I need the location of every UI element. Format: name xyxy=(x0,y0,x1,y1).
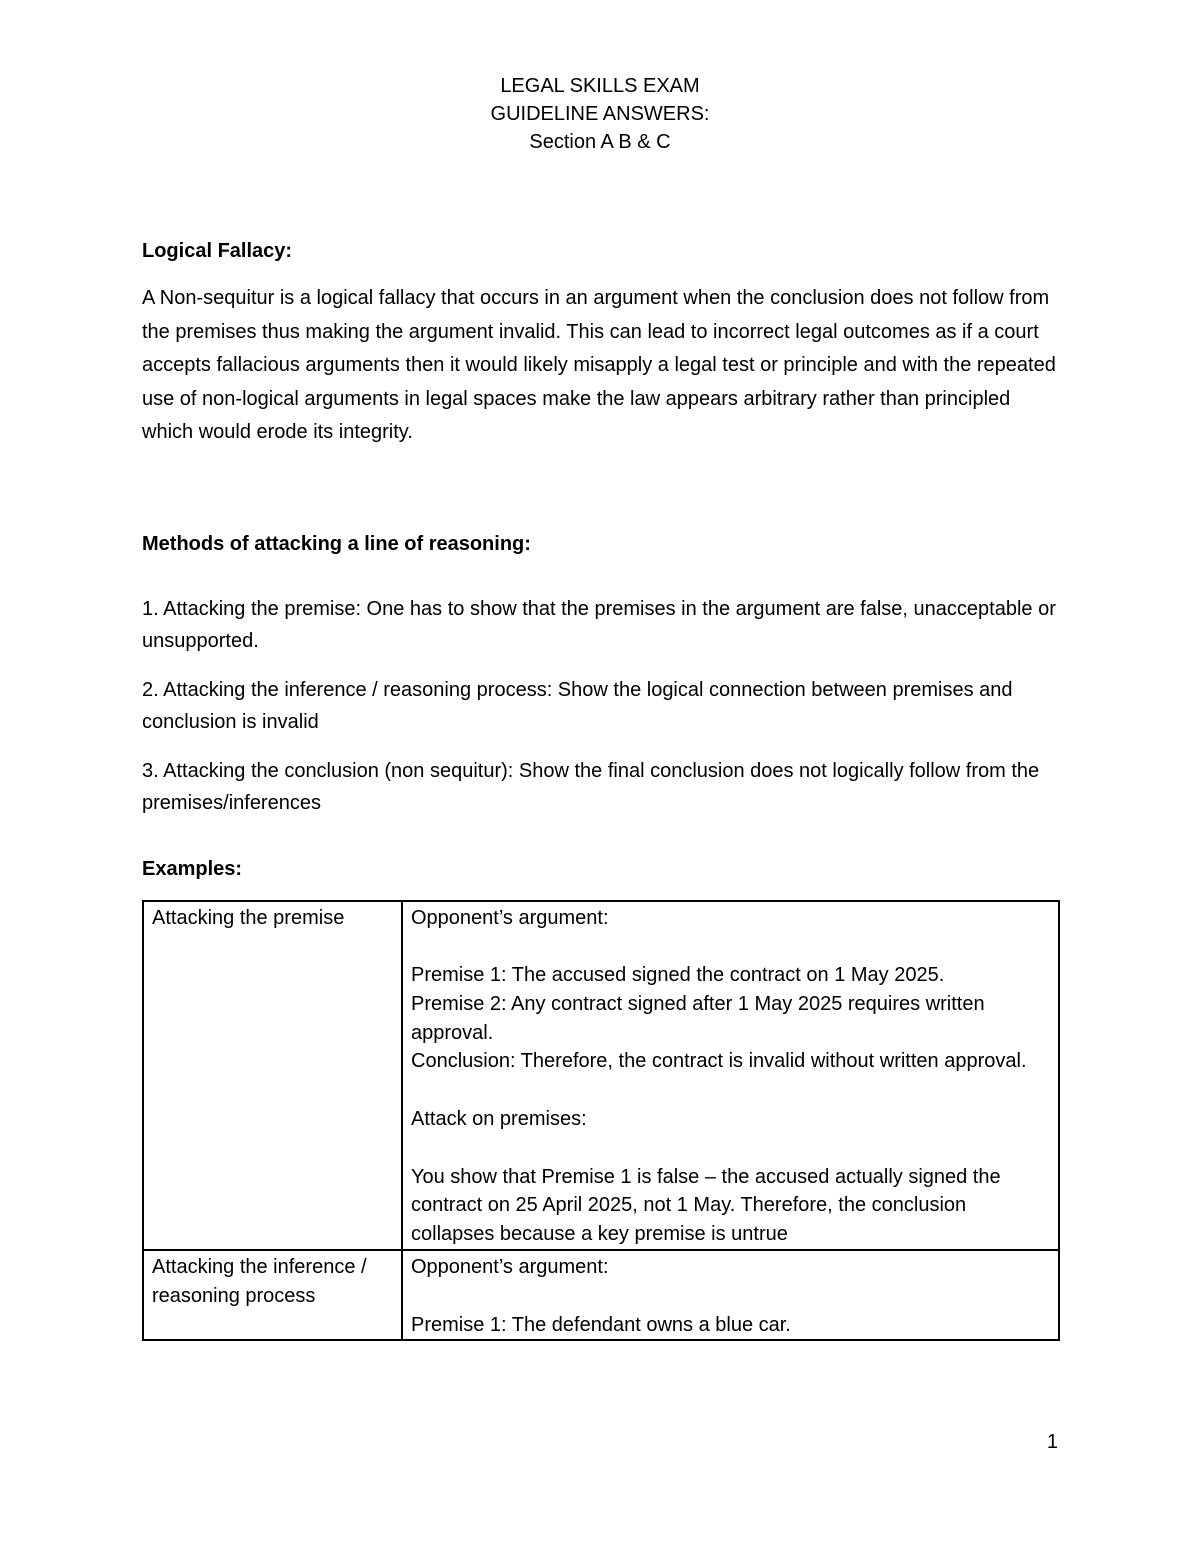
methods-heading: Methods of attacking a line of reasoning: xyxy=(142,532,531,555)
premise-line: Premise 1: The accused signed the contract on 1 May 2025. xyxy=(411,964,945,987)
conclusion-line: Conclusion: Therefore, the contract is invalid without written approval. xyxy=(411,1050,1027,1073)
table-row xyxy=(143,901,1059,1251)
opponent-argument-label: Opponent’s argument: xyxy=(411,906,609,929)
exam-title: LEGAL SKILLS EXAM xyxy=(500,75,700,97)
document-body xyxy=(142,236,1060,1341)
attack-text: You show that Premise 1 is false – the accused actually signed the contract on 25 April 2025, not 1 May. Therefore, the conclusion collapses because a key premise is untrue xyxy=(411,1165,1001,1246)
guideline-title: GUIDELINE ANSWERS: xyxy=(490,103,710,125)
page-number: 1 xyxy=(1046,1431,1058,1453)
premise-line: Premise 1: The defendant owns a blue car. xyxy=(411,1313,791,1336)
method-item-1: 1. Attacking the premise: One has to show that the premises in the argument are false, unacceptable or unsupported. xyxy=(142,597,1056,652)
section-title: Section A B & C xyxy=(529,131,671,153)
attack-label: Attack on premises: xyxy=(411,1108,587,1131)
logical-fallacy-heading: Logical Fallacy: xyxy=(142,240,293,262)
examples-table xyxy=(142,900,1060,1342)
example-cell xyxy=(402,901,1059,1251)
method-label: Attacking the inference / reasoning process xyxy=(152,1256,367,1307)
method-cell xyxy=(143,901,402,1251)
method-label: Attacking the premise xyxy=(152,906,345,929)
method-item-3: 3. Attacking the conclusion (non sequitur): Show the final conclusion does not logically follow from the premises/inferences xyxy=(142,759,1040,814)
premise-line: Premise 2: Any contract signed after 1 May 2025 requires written approval. xyxy=(411,992,985,1044)
document-header xyxy=(0,72,1200,156)
table-row xyxy=(143,1250,1059,1340)
method-item-2: 2. Attacking the inference / reasoning process: Show the logical connection between premises and conclusion is invalid xyxy=(142,678,1013,733)
method-cell xyxy=(143,1250,402,1340)
examples-heading: Examples: xyxy=(142,857,243,880)
logical-fallacy-paragraph: A Non-sequitur is a logical fallacy that occurs in an argument when the conclusion does not follow from the premises thus making the argument invalid. This can lead to incorrect legal outcomes as if a court accepts fallacious arguments then it would likely misapply a legal test or principle and with the repeated use of non-logical arguments in legal spaces make the law appears arbitrary rather than principled which would erode its integrity. xyxy=(142,287,1056,443)
opponent-argument-label: Opponent’s argument: xyxy=(411,1256,609,1279)
example-cell xyxy=(402,1250,1059,1340)
